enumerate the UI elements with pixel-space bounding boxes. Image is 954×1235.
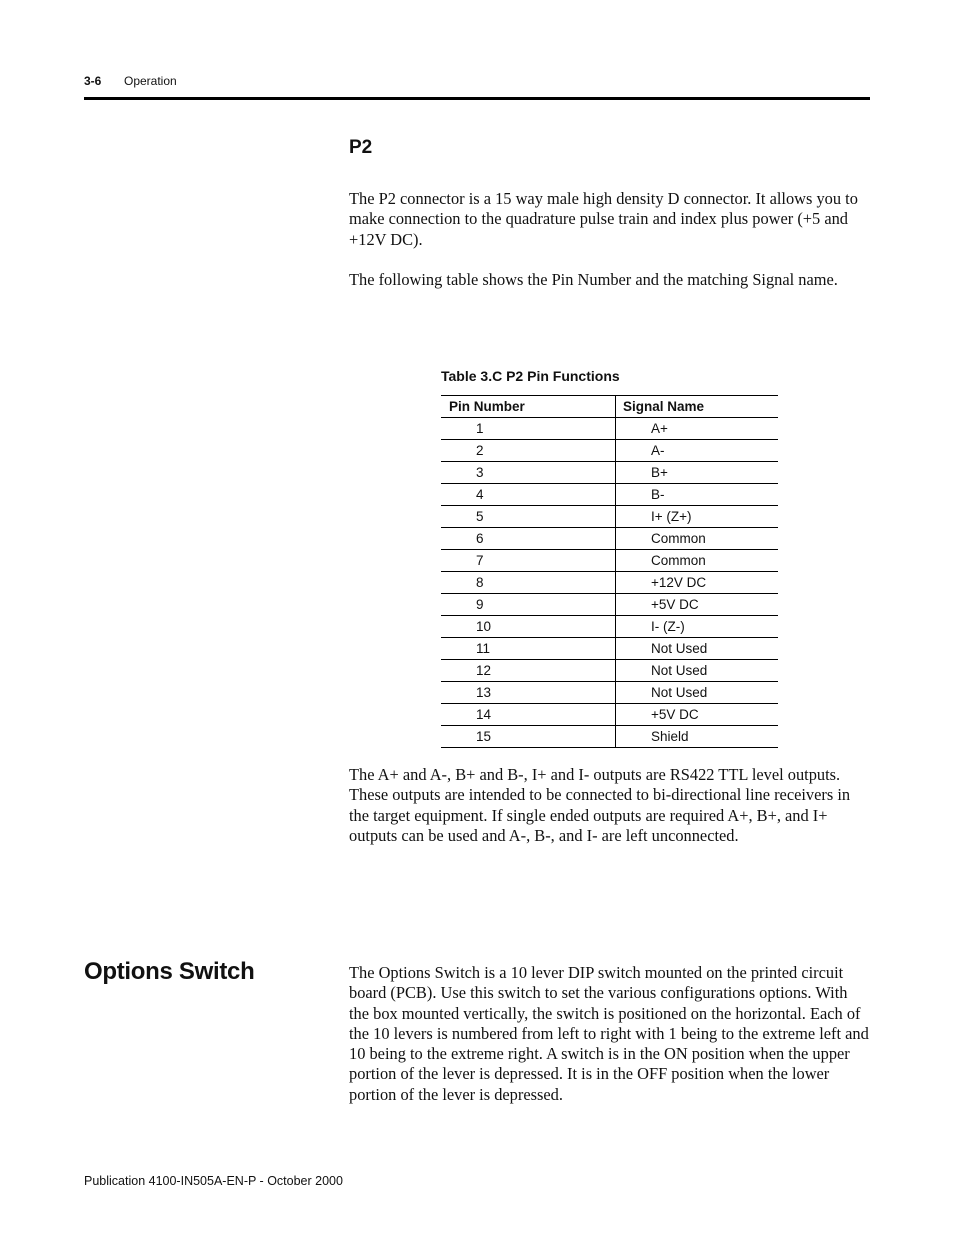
table-header-row xyxy=(441,396,778,418)
signal-name-cell: A+ xyxy=(616,418,779,440)
signal-name-cell: +5V DC xyxy=(616,594,779,616)
section-name: Operation xyxy=(124,74,177,88)
pin-number-cell: 5 xyxy=(441,506,616,528)
table-row xyxy=(441,550,778,572)
page-number: 3-6 xyxy=(84,74,102,88)
pin-number-cell: 2 xyxy=(441,440,616,462)
signal-name-cell: A- xyxy=(616,440,779,462)
pin-number-cell: 15 xyxy=(441,726,616,748)
signal-name-cell: Shield xyxy=(616,726,779,748)
signal-name-cell: +5V DC xyxy=(616,704,779,726)
outputs-paragraph: The A+ and A-, B+ and B-, I+ and I- outputs are RS422 TTL level outputs. These outputs are intended to be connected to bi-directional line receivers in the target equipment. If single ended outputs are required A+, B+, and I+ outputs can be used and A-, B-, and I- are left unconnected. xyxy=(349,765,851,845)
pin-functions-table xyxy=(441,395,778,748)
pin-number-cell: 13 xyxy=(441,682,616,704)
signal-name-cell: Not Used xyxy=(616,682,779,704)
table-caption: Table 3.C P2 Pin Functions xyxy=(441,368,620,384)
options-switch-paragraph: The Options Switch is a 10 lever DIP switch mounted on the printed circuit board (PCB). Use this switch to set the various configurations options. With the box mounted vertically, the switch is positioned on the horizontal. Each of the 10 levers is numbered from left to right with 1 being to the extreme left and 10 being to the extreme right. A switch is in the ON position when the upper portion of the lever is depressed. It is in the OFF position when the lower portion of the lever is depressed. xyxy=(349,963,869,1104)
table-row xyxy=(441,462,778,484)
pin-number-cell: 4 xyxy=(441,484,616,506)
table-row xyxy=(441,682,778,704)
pin-number-cell: 8 xyxy=(441,572,616,594)
column-header-pin-number: Pin Number xyxy=(441,396,616,418)
pin-number-cell: 10 xyxy=(441,616,616,638)
table-row xyxy=(441,594,778,616)
header-rule xyxy=(84,97,870,100)
table-row xyxy=(441,484,778,506)
pin-number-cell: 1 xyxy=(441,418,616,440)
table-row xyxy=(441,704,778,726)
p2-table-intro-paragraph: The following table shows the Pin Number and the matching Signal name. xyxy=(349,270,838,289)
signal-name-cell: +12V DC xyxy=(616,572,779,594)
pin-number-cell: 3 xyxy=(441,462,616,484)
table-row xyxy=(441,616,778,638)
signal-name-cell: Common xyxy=(616,550,779,572)
pin-number-cell: 6 xyxy=(441,528,616,550)
p2-intro-paragraph: The P2 connector is a 15 way male high density D connector. It allows you to make connection to the quadrature pulse train and index plus power (+5 and +12V DC). xyxy=(349,189,858,249)
p2-heading: P2 xyxy=(349,137,373,158)
signal-name-cell: Not Used xyxy=(616,638,779,660)
table-row xyxy=(441,506,778,528)
pin-number-cell: 12 xyxy=(441,660,616,682)
table-row xyxy=(441,572,778,594)
signal-name-cell: B- xyxy=(616,484,779,506)
pin-number-cell: 11 xyxy=(441,638,616,660)
pin-number-cell: 7 xyxy=(441,550,616,572)
options-switch-heading: Options Switch xyxy=(84,958,255,985)
signal-name-cell: Common xyxy=(616,528,779,550)
publication-footer: Publication 4100-IN505A-EN-P - October 2000 xyxy=(84,1174,343,1188)
table-row xyxy=(441,726,778,748)
table-row xyxy=(441,528,778,550)
table-row xyxy=(441,638,778,660)
column-header-signal-name: Signal Name xyxy=(616,396,779,418)
signal-name-cell: Not Used xyxy=(616,660,779,682)
signal-name-cell: I- (Z-) xyxy=(616,616,779,638)
signal-name-cell: B+ xyxy=(616,462,779,484)
pin-number-cell: 14 xyxy=(441,704,616,726)
table-row xyxy=(441,418,778,440)
table-row xyxy=(441,440,778,462)
table-row xyxy=(441,660,778,682)
signal-name-cell: I+ (Z+) xyxy=(616,506,779,528)
pin-number-cell: 9 xyxy=(441,594,616,616)
